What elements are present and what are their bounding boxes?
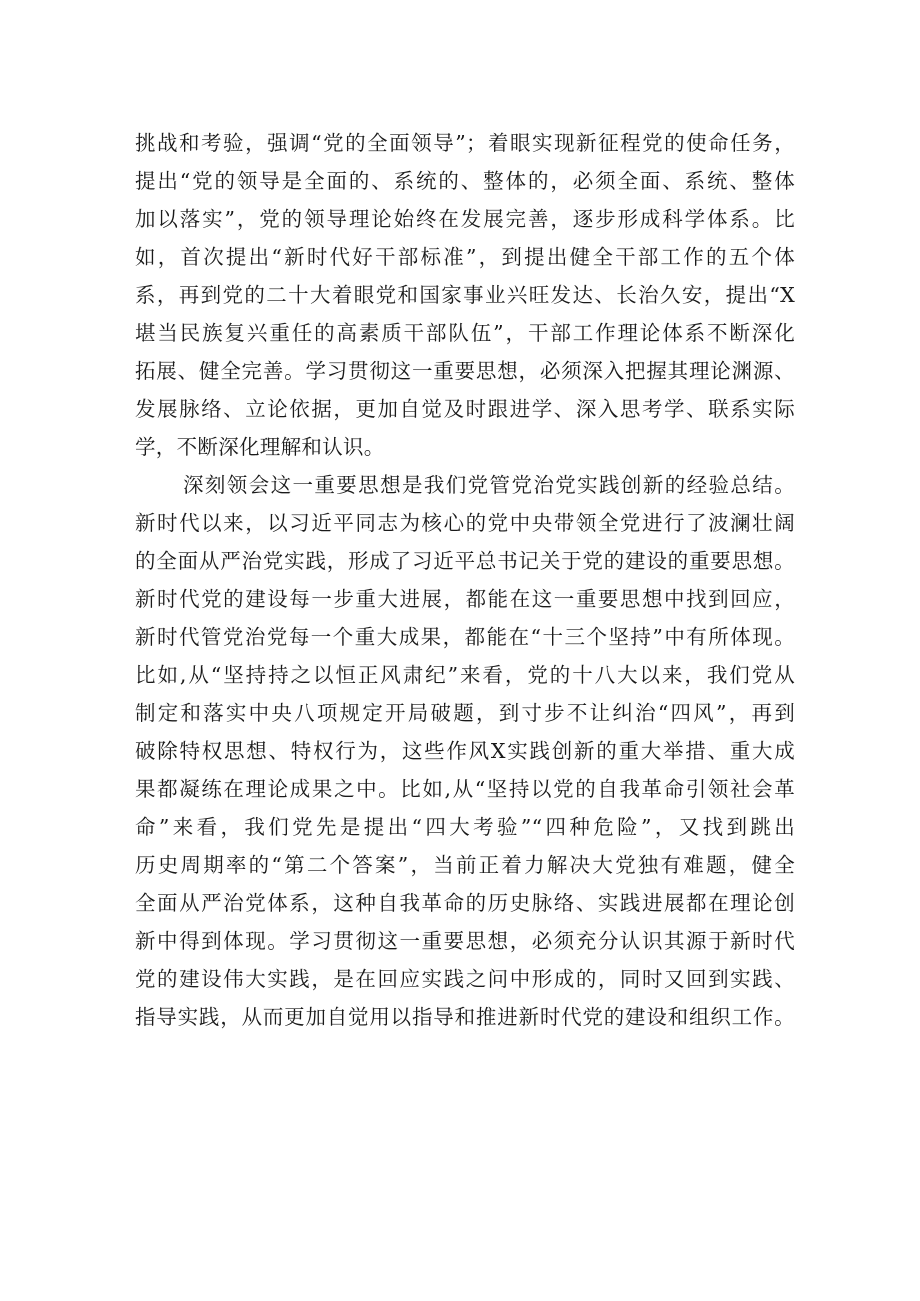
text-line: 历史周期率的“第二个答案”，当前正着力解决大党独有难题，健全 [135,853,795,877]
text-line: 新中得到体现。学习贯彻这一重要思想，必须充分认识其源于新时代 [135,929,795,953]
text-line: 的全面从严治党实践，形成了习近平总书记关于党的建设的重要思想。 [135,549,795,573]
text-line: 破除特权思想、特权行为，这些作风X实践创新的重大举措、重大成 [135,739,795,763]
text-line: 制定和落实中央八项规定开局破题，到寸步不让纠治“四风”，再到 [135,701,795,725]
text-line: 挑战和考验，强调“党的全面领导”；着眼实现新征程党的使命任务， [135,131,795,155]
text-line: 党的建设伟大实践，是在回应实践之问中形成的，同时又回到实践、 [135,967,795,991]
text-line: 提出“党的领导是全面的、系统的、整体的，必须全面、系统、整体 [135,169,795,193]
text-line: 命”来看，我们党先是提出“四大考验”“四种危险”，又找到跳出 [135,815,795,839]
text-line: 堪当民族复兴重任的高素质干部队伍”，干部工作理论体系不断深化 [135,321,795,345]
text-line: 新时代以来，以习近平同志为核心的党中央带领全党进行了波澜壮阔 [135,511,795,535]
text-line: 拓展、健全完善。学习贯彻这一重要思想，必须深入把握其理论渊源、 [135,359,795,383]
text-line: 深刻领会这一重要思想是我们党管党治党实践创新的经验总结。 [183,473,795,497]
text-line: 比如,从“坚持持之以恒正风肃纪”来看，党的十八大以来，我们党从 [135,663,795,687]
text-line: 指导实践，从而更加自觉用以指导和推进新时代党的建设和组织工作。 [135,1005,795,1029]
text-line: 学，不断深化理解和认识。 [135,435,385,459]
text-line: 全面从严治党体系，这种自我革命的历史脉络、实践进展都在理论创 [135,891,795,915]
text-line: 系，再到党的二十大着眼党和国家事业兴旺发达、长治久安，提出“X [135,283,795,307]
text-line: 新时代管党治党每一个重大成果，都能在“十三个坚持”中有所体现。 [135,625,795,649]
text-line: 发展脉络、立论依据，更加自觉及时跟进学、深入思考学、联系实际 [135,397,795,421]
text-line: 如，首次提出“新时代好干部标准”，到提出健全干部工作的五个体 [135,245,795,269]
text-line: 新时代党的建设每一步重大进展，都能在这一重要思想中找到回应， [135,587,795,611]
text-line: 果都凝练在理论成果之中。比如,从“坚持以党的自我革命引领社会革 [135,777,795,801]
text-line: 加以落实”，党的领导理论始终在发展完善，逐步形成科学体系。比 [135,207,795,231]
